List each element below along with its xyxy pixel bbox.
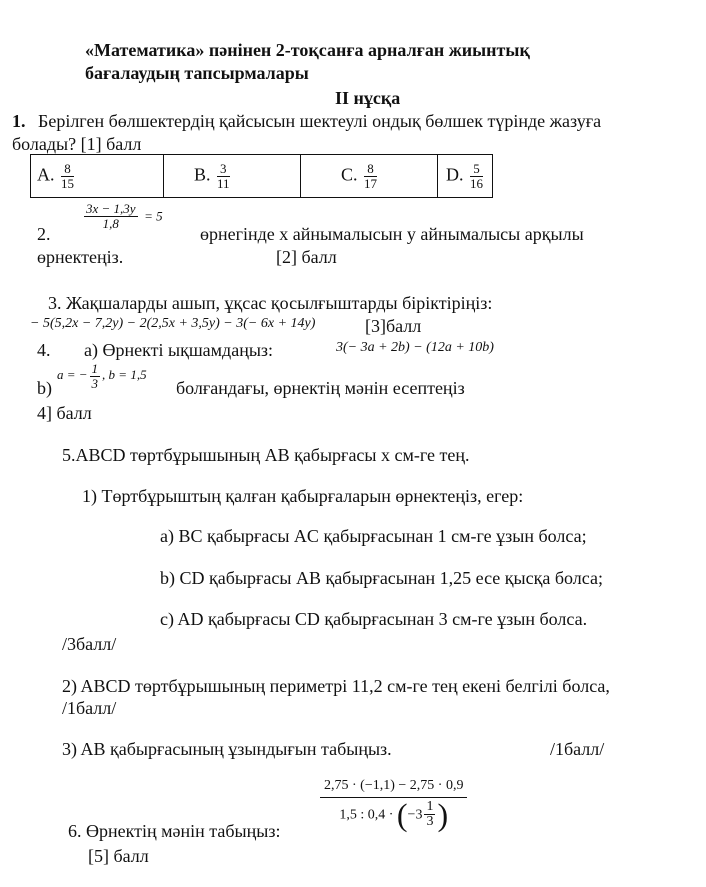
option-label: A.	[37, 164, 55, 185]
task6-numerator: 2,75 · (−1,1) − 2,75 · 0,9	[320, 778, 467, 798]
task2-rhs: = 5	[144, 208, 163, 224]
task5-score2: /1балл/	[62, 698, 117, 718]
task1-text	[12, 111, 601, 133]
task2-fraction: $\frac{3x - 1,3y}{1,8}$	[86, 201, 136, 231]
task5-intro: 5.ABCD төртбұрышының AB қабырғасы x см-ге тең.	[62, 445, 470, 465]
option-fraction: $\frac{3}{11}$	[217, 160, 230, 191]
task4-b-text: болғандағы, өрнектің мәнін есептеңіз	[176, 378, 465, 398]
option-label: D.	[446, 164, 464, 185]
task3-expression: − 5(5,2x − 7,2y) − 2(2,5x + 3,5y) − 3(− 6x + 14y)	[30, 316, 316, 331]
task5-qa: а) BC қабырғасы AC қабырғасынан 1 см-ге ұзын болса;	[160, 526, 587, 546]
task1-option-d	[438, 155, 493, 198]
task2-text2: өрнектеңіз.	[37, 247, 124, 267]
option-fraction: $\frac{5}{16}$	[470, 160, 483, 191]
task1-question: Берілген бөлшектердің қайсысын шектеулі ондық бөлшек түрінде жазуға	[38, 111, 602, 131]
task2-number: 2.	[37, 224, 51, 244]
task5-score1: /3балл/	[62, 634, 117, 654]
task2-formula	[82, 202, 163, 230]
task1-option-a	[31, 155, 164, 198]
task4-a-text: а) Өрнекті ықшамдаңыз:	[84, 340, 274, 360]
task5-score3: /1балл/	[550, 739, 605, 759]
option-fraction: $\frac{8}{15}$	[61, 160, 74, 191]
task2-text: өрнегінде x айнымалысын y айнымалысы арқылы	[200, 224, 584, 244]
task1-text2: болады? [1] балл	[12, 134, 142, 154]
task4-b-condition: a = − $\frac{1}{3}$ , b = 1,5	[57, 361, 147, 391]
task1-option-c	[301, 155, 438, 198]
task6-denominator: 1,5 : 0,4 · (−3 $\frac{1}{3}$ )	[339, 796, 449, 833]
task5-qc: c) AD қабырғасы CD қабырғасынан 3 см-ге ұзын болса.	[160, 609, 588, 629]
task5-q3: 3) AB қабырғасының ұзындығын табыңыз.	[62, 739, 392, 759]
task3-score: [3]балл	[365, 316, 422, 336]
task4-a-expression: 3(− 3a + 2b) − (12a + 10b)	[336, 340, 494, 355]
task1-number: 1.	[12, 111, 26, 131]
task2-score: [2] балл	[276, 247, 337, 267]
task4-b-label: b)	[37, 378, 52, 398]
task4-score: 4] балл	[37, 403, 92, 423]
task3-text: 3. Жақшаларды ашып, ұқсас қосылғыштарды біріктіріңіз:	[48, 293, 493, 313]
task1-option-b	[164, 155, 301, 198]
task6-text: 6. Өрнектің мәнін табыңыз:	[68, 821, 281, 841]
variant-label: ІІ нұсқа	[335, 88, 401, 108]
option-fraction: $\frac{8}{17}$	[364, 160, 378, 191]
task6-fraction	[320, 778, 467, 833]
task6-mixed-fraction: $\frac{1}{3}$	[426, 798, 434, 830]
task5-q1: 1) Төртбұрыштың қалған қабырғаларын өрнектеңіз, егер:	[82, 486, 524, 506]
title-line2: бағалаудың тапсырмалары	[85, 63, 309, 83]
title-line1: «Математика» пәнінен 2-тоқсанға арналған жиынтық	[85, 40, 530, 60]
task6-score: [5] балл	[88, 846, 149, 866]
task5-q2: 2) ABCD төртбұрышының периметрі 11,2 см-ге тең екені белгілі болса,	[62, 676, 610, 696]
task4-number: 4.	[37, 340, 51, 360]
option-label: C.	[341, 164, 358, 185]
task5-qb: b) CD қабырғасы AB қабырғасынан 1,25 есе қысқа болса;	[160, 568, 603, 588]
option-label: B.	[194, 164, 211, 185]
task1-options-table	[30, 154, 493, 198]
task4-b-fraction: $\frac{1}{3}$	[91, 361, 99, 391]
